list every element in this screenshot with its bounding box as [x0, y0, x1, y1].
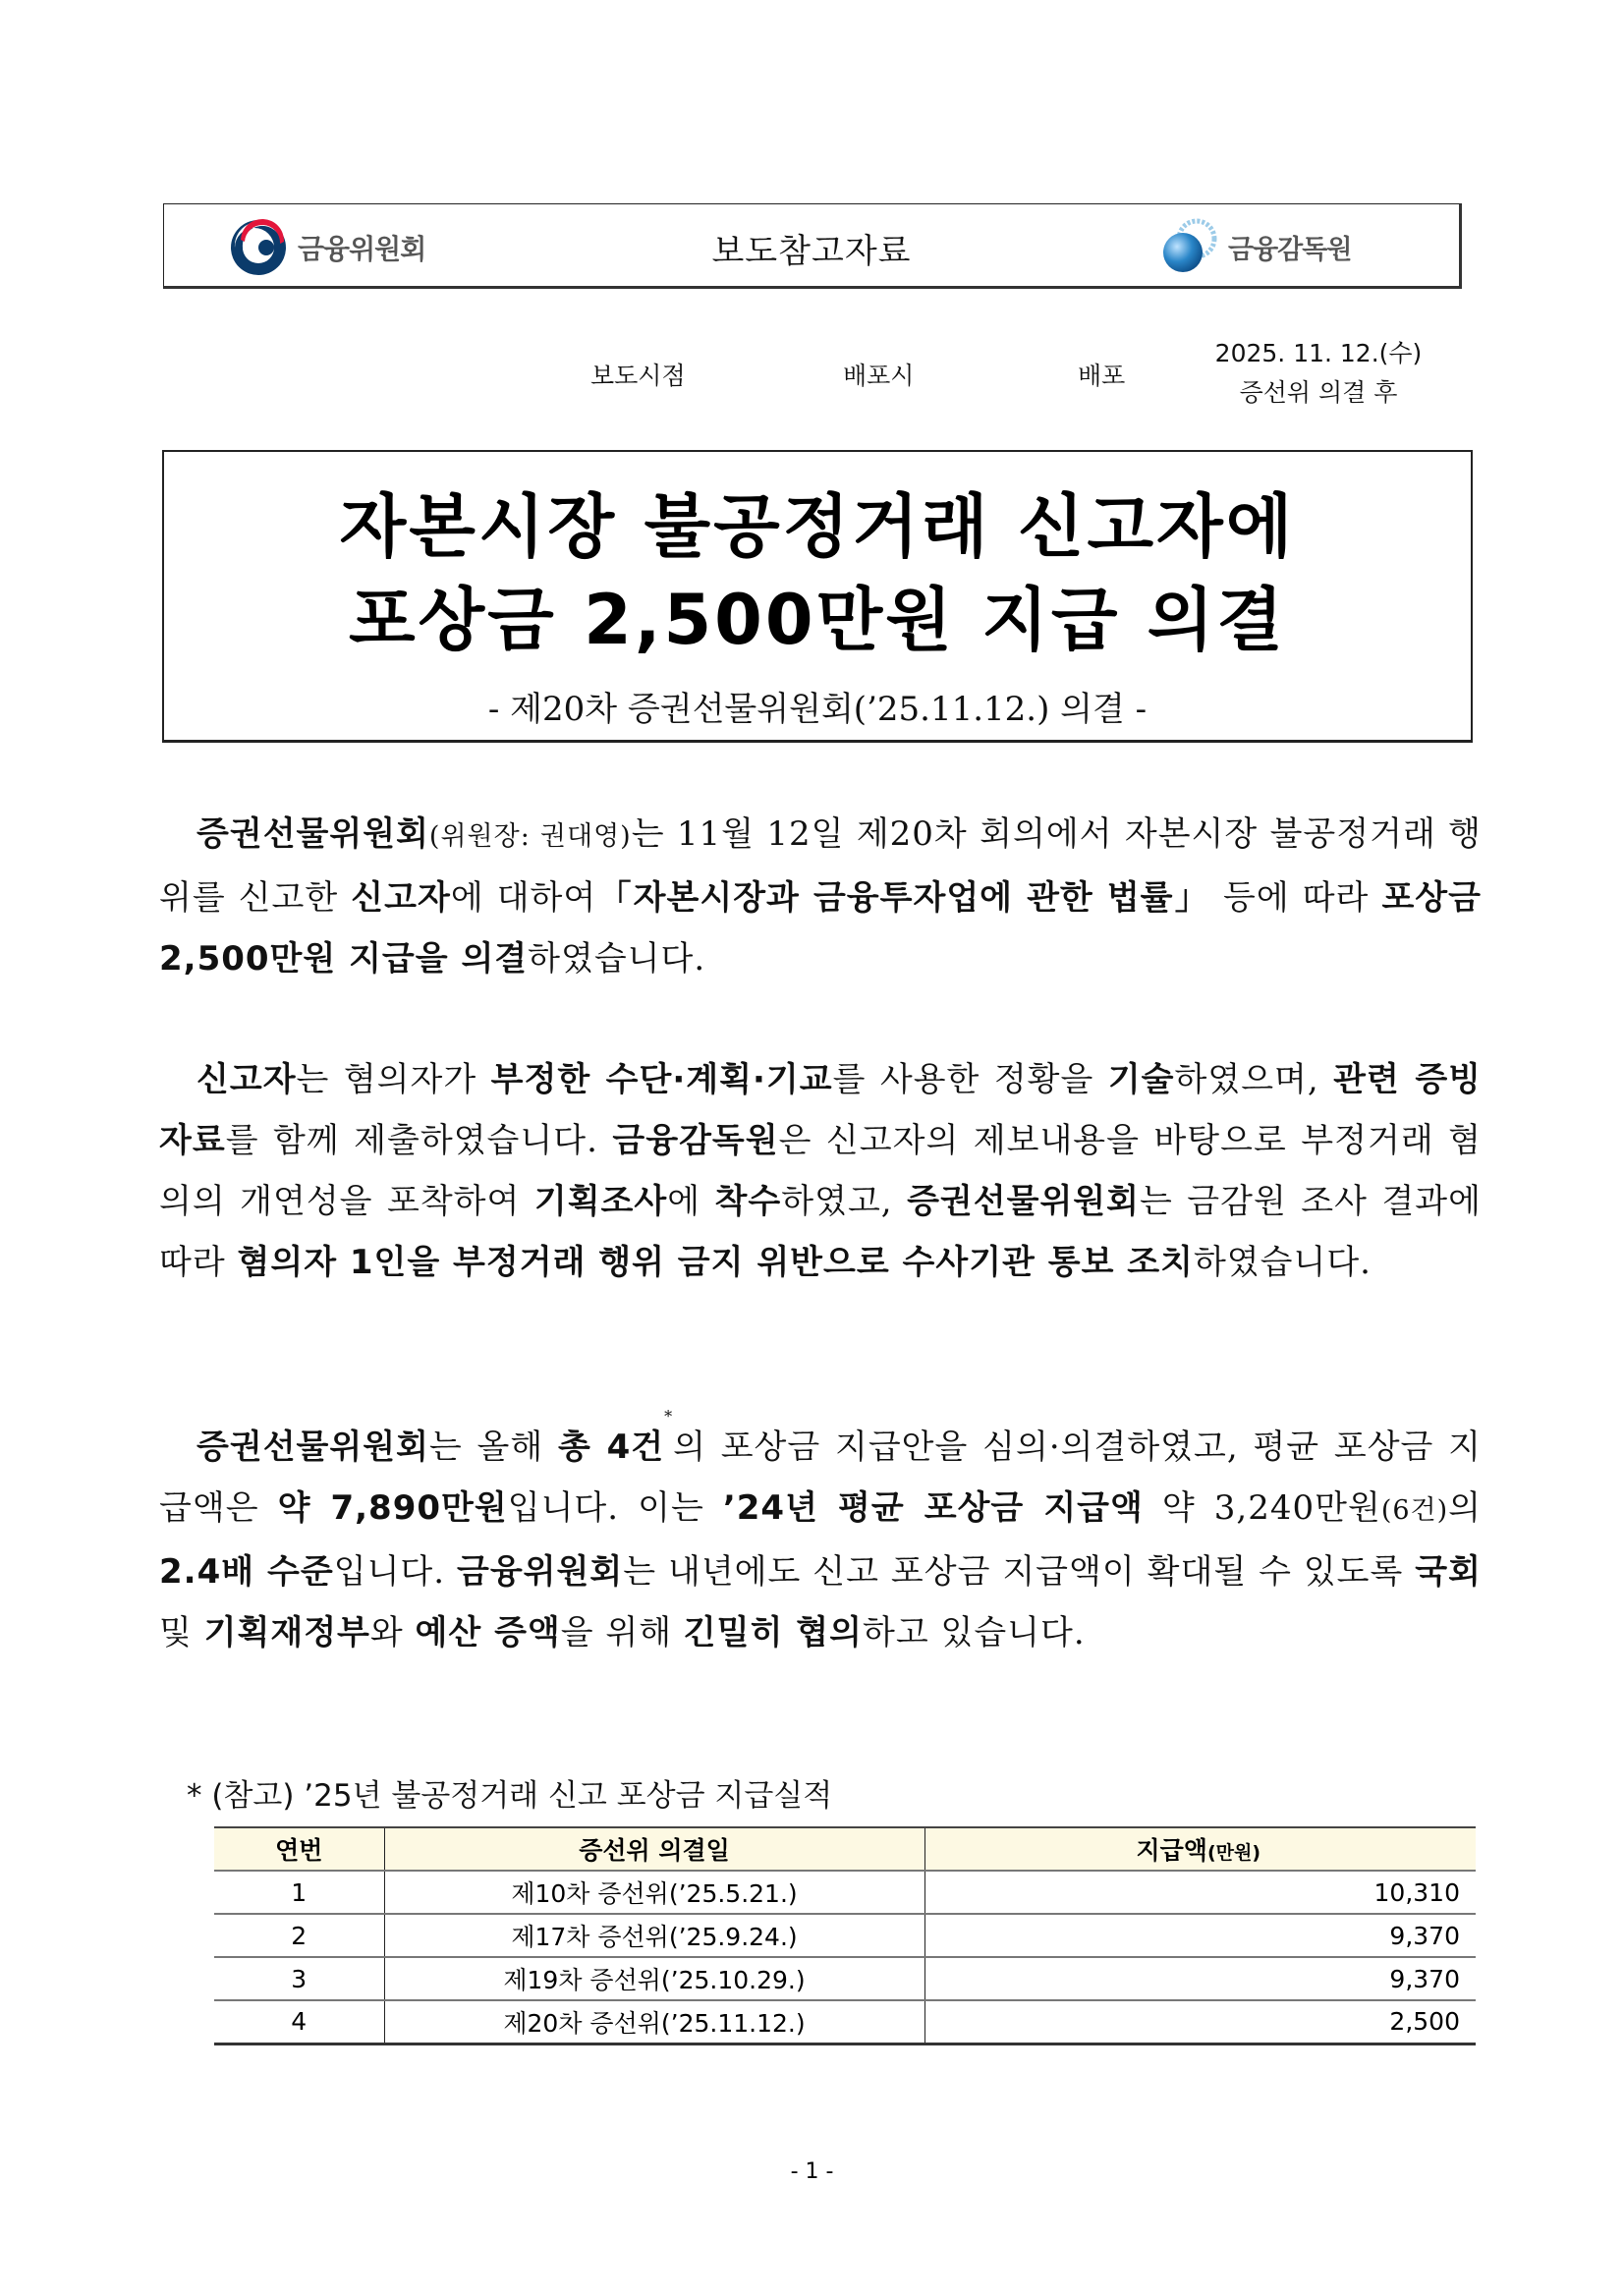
paragraph-1	[159, 804, 1482, 989]
amount-header-text: 지급액	[1136, 1836, 1207, 1865]
amount-unit: (만원)	[1206, 1842, 1261, 1864]
text-bold: 기술	[1107, 1060, 1175, 1099]
cell-no: 3	[214, 1957, 384, 2000]
col-header-date: 증선위 의결일	[384, 1827, 924, 1871]
text-small: (위원장: 권대영)	[428, 821, 632, 852]
text-bold: 부정한 수단·계획·기교	[490, 1060, 833, 1099]
text-bold: 기획조사	[533, 1182, 668, 1221]
text: 하였고,	[781, 1182, 908, 1221]
text: 를 사용한 정황을	[832, 1060, 1108, 1099]
cell-no: 1	[214, 1871, 384, 1914]
col-header-amount	[924, 1827, 1476, 1871]
table-row	[214, 2000, 1476, 2044]
text-bold: 관련 증빙자료	[159, 1060, 1483, 1160]
text-bold: 기획재정부	[203, 1613, 370, 1652]
text: 는 내년에도 신고 포상금 지급액이 확대될 수 있도록	[623, 1552, 1416, 1592]
doc-type-label: 보도참고자료	[711, 232, 912, 271]
text: 및	[159, 1613, 204, 1652]
text-bold: 혐의자 1인을 부정거래 행위 금지 위반으로 수사기관 통보 조치	[237, 1243, 1194, 1282]
text-small: (6건)	[1380, 1495, 1449, 1526]
distribute-label: 배포	[1078, 362, 1126, 390]
header-box	[163, 203, 1462, 289]
text: 하고 있습니다.	[862, 1613, 1086, 1652]
page-number: - 1 -	[790, 2159, 834, 2184]
reference-note: * (참고) ’25년 불공정거래 신고 포상금 지급실적	[187, 1778, 833, 1814]
paragraph-2	[159, 1049, 1482, 1293]
text: 입니다.	[333, 1552, 457, 1592]
footnote-marker: *	[664, 1407, 674, 1426]
subtitle: - 제20차 증권선물위원회(’25.11.12.) 의결 -	[487, 690, 1148, 729]
cell-date: 제19차 증선위(’25.10.29.)	[384, 1957, 924, 2000]
fsc-name: 금융위원회	[298, 233, 426, 265]
cell-no: 4	[214, 2000, 384, 2044]
distribute-time-label: 배포시	[843, 362, 915, 390]
cell-no: 2	[214, 1914, 384, 1957]
text-bold: ’24년 평균 포상금 지급액	[722, 1488, 1144, 1528]
cell-date: 제20차 증선위(’25.11.12.)	[384, 2000, 924, 2044]
release-date-block	[1201, 334, 1436, 413]
col-header-no: 연번	[214, 1827, 384, 1871]
release-time-label: 보도시점	[590, 362, 686, 390]
fss-name: 금융감독원	[1228, 234, 1352, 265]
text-bold: 총 4건	[557, 1428, 665, 1467]
table-row	[214, 1957, 1476, 2000]
cell-amount: 2,500	[924, 2000, 1476, 2044]
text-bold: 국회	[1415, 1552, 1482, 1592]
headline-line-1: 자본시장 불공정거래 신고자에	[339, 486, 1296, 567]
text: 와	[369, 1613, 416, 1652]
text-bold: 신고자	[351, 878, 451, 918]
text: 을 위해	[560, 1613, 684, 1652]
text: 는 올해	[428, 1428, 558, 1467]
text: 하였습니다.	[528, 939, 706, 979]
text: 는 혐의자가	[296, 1060, 491, 1099]
text-bold: 긴밀히 협의	[683, 1613, 863, 1652]
text-bold: 약 7,890만원	[277, 1488, 508, 1528]
text: 하였으며,	[1174, 1060, 1334, 1099]
paragraph-3	[159, 1407, 1483, 1663]
text-bold: 금융감독원	[612, 1121, 779, 1160]
text-bold: 2.4배 수준	[159, 1552, 334, 1592]
text: 의	[1448, 1488, 1483, 1528]
cell-amount: 10,310	[924, 1871, 1476, 1914]
cell-amount: 9,370	[924, 1957, 1476, 2000]
table-header-row	[214, 1827, 1476, 1871]
text-bold: 증권선물위원회	[196, 1428, 429, 1467]
text: 입니다. 이는	[507, 1488, 723, 1528]
text: 는 11월 12일 제20차 회의에서 자본시장 불공정거래 행위를 신고한	[159, 814, 1482, 918]
text-bold: 신고자	[196, 1060, 297, 1099]
cell-date: 제17차 증선위(’25.9.24.)	[384, 1914, 924, 1957]
cell-date: 제10차 증선위(’25.5.21.)	[384, 1871, 924, 1914]
text-bold: 「자본시장과 금융투자업에 관한 법률」	[596, 878, 1210, 918]
table-row	[214, 1914, 1476, 1957]
text: 하였습니다.	[1193, 1243, 1372, 1282]
text-bold: 예산 증액	[415, 1613, 561, 1652]
title-box	[162, 450, 1473, 743]
text: 에	[667, 1182, 715, 1221]
text: 약 3,240만원	[1143, 1488, 1381, 1528]
text: 에 대하여	[450, 878, 597, 918]
text: 는 금감원 조사 결과에 따라	[159, 1182, 1482, 1282]
cell-amount: 9,370	[924, 1914, 1476, 1957]
release-condition: 증선위 의결 후	[1239, 378, 1398, 407]
text-bold: 포상금 2,500만원 지급을 의결	[159, 878, 1482, 979]
text: 를 함께 제출하였습니다.	[225, 1121, 613, 1160]
release-date: 2025. 11. 12.(수)	[1214, 339, 1423, 367]
text-bold: 증권선물위원회	[907, 1182, 1140, 1221]
text: 의 포상금 지급안을 심의·의결하였고, 평균 포상금 지급액은	[159, 1428, 1482, 1528]
text: 은 신고자의 제보내용을 바탕으로 부정거래 혐의의 개연성을 포착하여	[159, 1121, 1483, 1221]
globe-emblem-icon	[1161, 217, 1220, 276]
text-bold: 금융위원회	[456, 1552, 624, 1592]
headline-line-2: 포상금 2,500만원 지급 의결	[348, 580, 1287, 660]
table-row	[214, 1871, 1476, 1914]
text-bold: 착수	[714, 1182, 782, 1221]
text-bold: 증권선물위원회	[196, 814, 429, 854]
payout-table	[214, 1826, 1476, 2045]
fss-logo	[1161, 214, 1351, 279]
text: 등에 따라	[1209, 878, 1382, 918]
